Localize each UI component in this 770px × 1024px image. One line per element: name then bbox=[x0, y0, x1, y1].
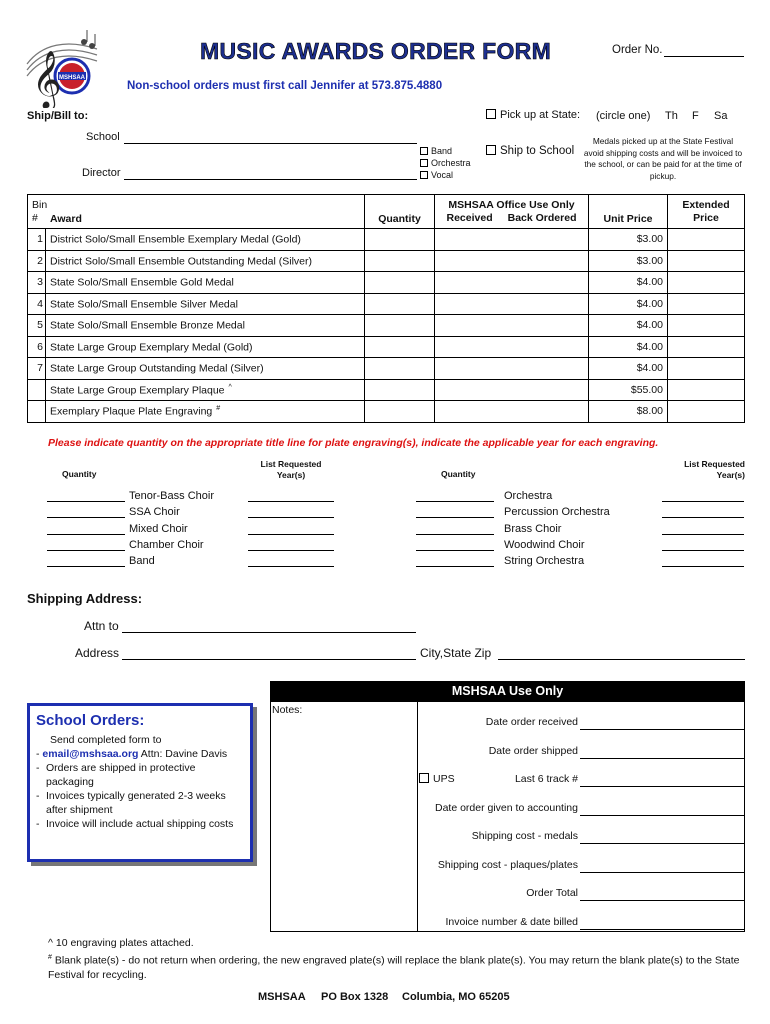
unit-price: $4.00 bbox=[589, 358, 668, 380]
quantity-cell[interactable] bbox=[365, 379, 435, 401]
engraving-quantity-field[interactable] bbox=[47, 550, 125, 551]
engraving-quantity-field[interactable] bbox=[416, 550, 494, 551]
quantity-cell[interactable] bbox=[365, 229, 435, 251]
engraving-years-field[interactable] bbox=[248, 501, 334, 502]
office-use-cell bbox=[435, 358, 589, 380]
award-row bbox=[28, 315, 745, 337]
bin-number: 7 bbox=[28, 358, 46, 380]
quantity-cell[interactable] bbox=[365, 336, 435, 358]
engraving-years-field[interactable] bbox=[248, 566, 334, 567]
award-row bbox=[28, 250, 745, 272]
award-header: Bin # Award bbox=[28, 195, 365, 229]
right-quantity-header: Quantity bbox=[441, 469, 476, 479]
bin-number: 6 bbox=[28, 336, 46, 358]
engraving-note: Please indicate quantity on the appropriate title line for plate engraving(s), indicate the applicable year for each engraving. bbox=[48, 437, 659, 449]
award-row bbox=[28, 379, 745, 401]
office-field-label: Date order received bbox=[485, 716, 578, 728]
director-field[interactable] bbox=[124, 179, 417, 180]
office-field-input[interactable] bbox=[580, 929, 745, 930]
office-field-input[interactable] bbox=[580, 900, 745, 901]
office-divider bbox=[417, 702, 418, 932]
awards-table bbox=[27, 194, 745, 423]
award-row bbox=[28, 336, 745, 358]
left-years-header: List Requested Year(s) bbox=[260, 459, 322, 480]
pickup-option[interactable] bbox=[486, 109, 580, 121]
school-order-item: - Invoices typically generated 2-3 weeks after shipment bbox=[36, 790, 226, 816]
order-no-field[interactable] bbox=[664, 56, 744, 57]
non-school-notice: Non-school orders must first call Jennifer at 573.875.4880 bbox=[127, 80, 443, 92]
office-field-input[interactable] bbox=[580, 815, 745, 816]
form-title: MUSIC AWARDS ORDER FORM bbox=[200, 38, 552, 64]
office-use-cell bbox=[435, 379, 589, 401]
svg-text:𝄞: 𝄞 bbox=[32, 50, 62, 108]
shipping-heading: Shipping Address: bbox=[27, 591, 143, 606]
office-field-label: Date order given to accounting bbox=[434, 801, 578, 814]
extended-price-cell[interactable] bbox=[668, 336, 745, 358]
day-th[interactable]: Th bbox=[665, 110, 678, 122]
office-field-input[interactable] bbox=[580, 729, 745, 730]
extended-price-header: Extended Price bbox=[668, 195, 745, 229]
attn-label: Attn to bbox=[84, 619, 119, 633]
email-line: - email@mshsaa.org Attn: Davine Davis bbox=[36, 748, 228, 760]
footnote-caret: ^ 10 engraving plates attached. bbox=[48, 937, 194, 949]
award-name: State Solo/Small Ensemble Bronze Medal bbox=[46, 315, 365, 337]
bin-number: 2 bbox=[28, 250, 46, 272]
quantity-header: Quantity bbox=[365, 195, 435, 229]
quantity-cell[interactable] bbox=[365, 315, 435, 337]
unit-price: $4.00 bbox=[589, 293, 668, 315]
engraving-group-label: Chamber Choir bbox=[129, 538, 204, 551]
circle-one-label: (circle one) bbox=[596, 110, 651, 122]
engraving-group-label: Woodwind Choir bbox=[504, 538, 585, 551]
engraving-group-label: Percussion Orchestra bbox=[504, 506, 610, 519]
engraving-years-field[interactable] bbox=[248, 517, 334, 518]
bin-number: 1 bbox=[28, 229, 46, 251]
quantity-cell[interactable] bbox=[365, 293, 435, 315]
bin-number bbox=[28, 401, 46, 423]
office-use-cell bbox=[435, 272, 589, 294]
unit-price-header: Unit Price bbox=[589, 195, 668, 229]
office-use-header: MSHSAA Office Use Only Received Back Ordered bbox=[435, 195, 589, 229]
engraving-quantity-field[interactable] bbox=[416, 501, 494, 502]
award-name: District Solo/Small Ensemble Exemplary Medal (Gold) bbox=[46, 229, 365, 251]
city-label: City,State Zip bbox=[420, 646, 492, 660]
city-field[interactable] bbox=[498, 659, 745, 660]
engraving-quantity-field[interactable] bbox=[416, 534, 494, 535]
quantity-cell[interactable] bbox=[365, 272, 435, 294]
office-field-label: Last 6 track # bbox=[514, 773, 578, 785]
engraving-group-label: Brass Choir bbox=[504, 522, 562, 535]
engraving-years-field[interactable] bbox=[662, 566, 744, 567]
email-link[interactable]: email@mshsaa.org bbox=[42, 748, 139, 760]
order-no-label: Order No. bbox=[612, 44, 663, 56]
engraving-group-label: Mixed Choir bbox=[129, 522, 188, 535]
footer-po: PO Box 1328 bbox=[321, 991, 389, 1003]
office-field-input[interactable] bbox=[580, 786, 745, 787]
engraving-group-label: Tenor-Bass Choir bbox=[129, 490, 214, 502]
engraving-years-field[interactable] bbox=[248, 550, 334, 551]
office-field-input[interactable] bbox=[580, 843, 745, 844]
pickup-note: Medals picked up at the State Festival avoid shipping costs and will be invoiced to the school, or can be paid for at the time of pickup. bbox=[583, 136, 743, 181]
engraving-group-label: String Orchestra bbox=[504, 555, 585, 568]
office-use-heading: MSHSAA Use Only bbox=[270, 681, 745, 702]
office-use-cell bbox=[435, 250, 589, 272]
unit-price: $55.00 bbox=[589, 379, 668, 401]
quantity-cell[interactable] bbox=[365, 358, 435, 380]
quantity-cell[interactable] bbox=[365, 401, 435, 423]
unit-price: $3.00 bbox=[589, 229, 668, 251]
engraving-quantity-field[interactable] bbox=[47, 534, 125, 535]
extended-price-cell[interactable] bbox=[668, 293, 745, 315]
pickup-checkbox[interactable] bbox=[486, 109, 496, 119]
address-field[interactable] bbox=[122, 659, 416, 660]
office-field-label: Shipping cost - plaques/plates bbox=[437, 858, 578, 871]
bin-number: 4 bbox=[28, 293, 46, 315]
bin-number bbox=[28, 379, 46, 401]
award-row bbox=[28, 272, 745, 294]
extended-price-cell[interactable] bbox=[668, 250, 745, 272]
office-use-cell bbox=[435, 293, 589, 315]
school-field[interactable] bbox=[124, 143, 417, 144]
send-form-text: Send completed form to bbox=[50, 734, 162, 746]
quantity-cell[interactable] bbox=[365, 250, 435, 272]
office-field-label: Invoice number & date billed bbox=[445, 915, 578, 928]
day-f[interactable]: F bbox=[692, 110, 699, 122]
school-order-item: - Invoice will include actual shipping costs bbox=[36, 818, 234, 830]
engraving-quantity-field[interactable] bbox=[47, 517, 125, 518]
unit-price: $3.00 bbox=[589, 250, 668, 272]
engraving-group-label: Orchestra bbox=[504, 490, 553, 502]
ship-to-school-option[interactable]: Ship to School bbox=[486, 145, 574, 157]
school-orders-box bbox=[27, 703, 253, 862]
extended-price-cell[interactable] bbox=[668, 272, 745, 294]
engraving-years-field[interactable] bbox=[662, 534, 744, 535]
bin-number: 5 bbox=[28, 315, 46, 337]
unit-price: $4.00 bbox=[589, 272, 668, 294]
school-orders-title: School Orders: bbox=[36, 712, 145, 729]
extended-price-cell[interactable] bbox=[668, 358, 745, 380]
award-name: State Large Group Exemplary Medal (Gold) bbox=[46, 336, 365, 358]
school-order-item: - Orders are shipped in protective packaging bbox=[36, 762, 196, 788]
engraving-years-field[interactable] bbox=[248, 534, 334, 535]
unit-price: $4.00 bbox=[589, 336, 668, 358]
type-band[interactable]: Band bbox=[420, 145, 471, 157]
award-row bbox=[28, 401, 745, 423]
left-quantity-header: Quantity bbox=[62, 469, 97, 479]
type-vocal[interactable]: Vocal bbox=[420, 169, 471, 181]
award-name: District Solo/Small Ensemble Outstanding Medal (Silver) bbox=[46, 250, 365, 272]
type-orchestra[interactable]: Orchestra bbox=[420, 157, 471, 169]
award-name: State Solo/Small Ensemble Silver Medal bbox=[46, 293, 365, 315]
engraving-quantity-field[interactable] bbox=[47, 501, 125, 502]
extended-price-cell[interactable] bbox=[668, 379, 745, 401]
shipbill-label: Ship/Bill to: bbox=[27, 110, 89, 122]
engraving-quantity-field[interactable] bbox=[416, 566, 494, 567]
engraving-years-field[interactable] bbox=[662, 550, 744, 551]
unit-price: $4.00 bbox=[589, 315, 668, 337]
award-name: State Solo/Small Ensemble Gold Medal bbox=[46, 272, 365, 294]
footer-org: MSHSAA bbox=[258, 991, 306, 1003]
award-name: State Large Group Exemplary Plaque ^ bbox=[46, 379, 365, 401]
footer-city: Columbia, MO 65205 bbox=[402, 991, 510, 1003]
office-use-cell bbox=[435, 401, 589, 423]
notes-label: Notes: bbox=[272, 704, 303, 716]
school-label: School bbox=[86, 131, 120, 143]
award-name: Exemplary Plaque Plate Engraving # bbox=[46, 401, 365, 423]
extended-price-cell[interactable] bbox=[668, 315, 745, 337]
engraving-group-label: Band bbox=[129, 555, 155, 568]
footnote-hash: # Blank plate(s) - do not return when ordering, the new engraved plate(s) will replace the blank plate(s). You may return the blank plate(s) to the State Festival for recycling. bbox=[48, 954, 740, 981]
office-field-input[interactable] bbox=[580, 872, 745, 873]
engraving-years-field[interactable] bbox=[662, 517, 744, 518]
unit-price: $8.00 bbox=[589, 401, 668, 423]
office-use-cell bbox=[435, 336, 589, 358]
bin-number: 3 bbox=[28, 272, 46, 294]
ups-option[interactable]: UPS bbox=[419, 773, 455, 785]
award-row bbox=[28, 229, 745, 251]
logo-text: MSHSAA bbox=[58, 75, 86, 81]
office-field-label: Order Total bbox=[526, 887, 578, 899]
office-field-label: Shipping cost - medals bbox=[471, 830, 578, 842]
engraving-quantity-field[interactable] bbox=[416, 517, 494, 518]
mshsaa-logo bbox=[22, 24, 102, 108]
address-label: Address bbox=[75, 646, 120, 660]
award-name: State Large Group Outstanding Medal (Silver) bbox=[46, 358, 365, 380]
office-field-label: Date order shipped bbox=[488, 744, 578, 757]
engraving-years-field[interactable] bbox=[662, 501, 744, 502]
office-use-cell bbox=[435, 315, 589, 337]
engraving-group-label: SSA Choir bbox=[129, 506, 180, 519]
attn-field[interactable] bbox=[122, 632, 416, 633]
director-label: Director bbox=[82, 167, 121, 179]
right-years-header: List Requested Year(s) bbox=[684, 459, 745, 480]
award-row bbox=[28, 358, 745, 380]
engraving-quantity-field[interactable] bbox=[47, 566, 125, 567]
ensemble-type-options bbox=[420, 145, 471, 181]
office-field-input[interactable] bbox=[580, 758, 745, 759]
office-use-cell bbox=[435, 229, 589, 251]
extended-price-cell[interactable] bbox=[668, 401, 745, 423]
extended-price-cell[interactable] bbox=[668, 229, 745, 251]
day-sa[interactable]: Sa bbox=[714, 110, 728, 122]
award-row bbox=[28, 293, 745, 315]
pickup-label: Pick up at State: bbox=[500, 109, 581, 121]
